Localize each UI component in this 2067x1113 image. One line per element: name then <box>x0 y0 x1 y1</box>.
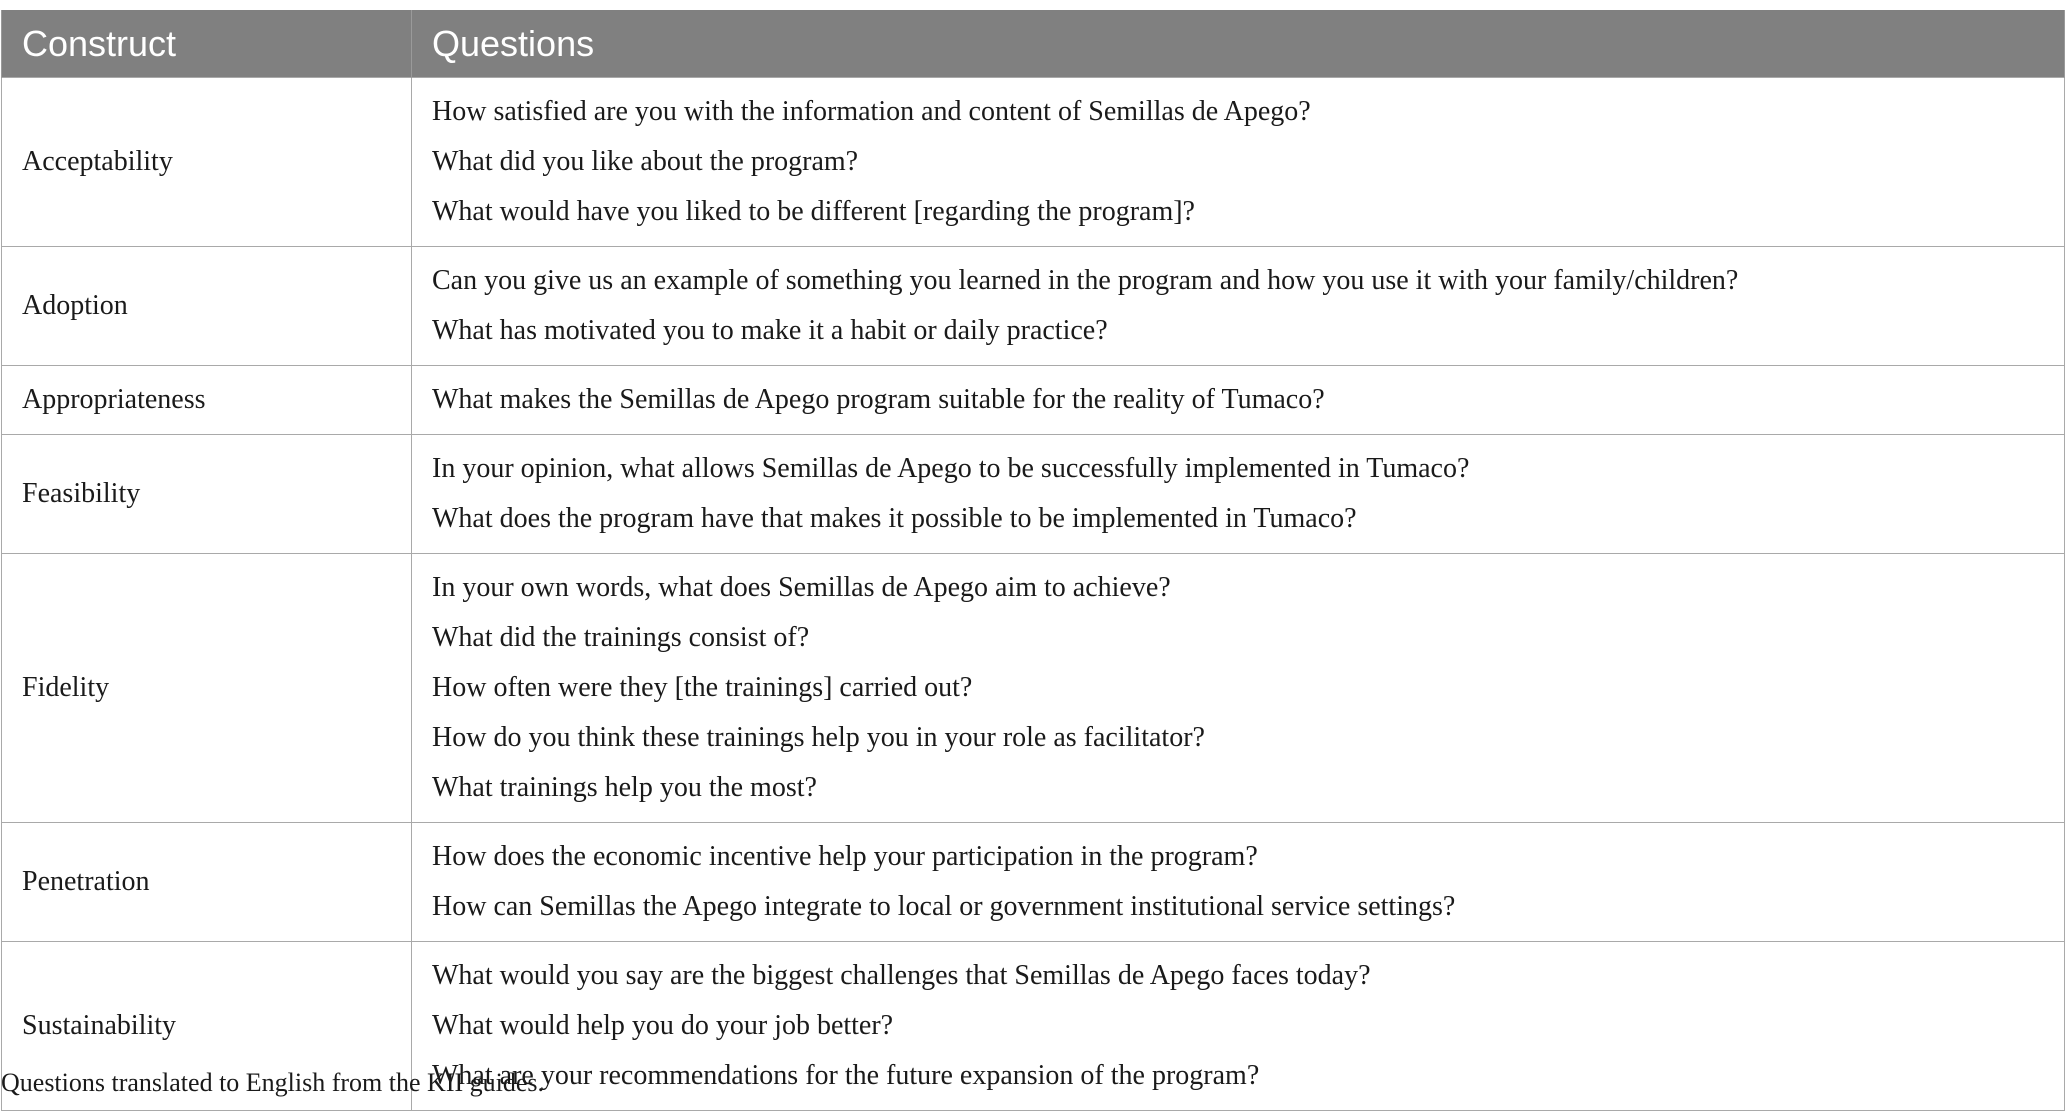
question-item: What would help you do your job better? <box>432 1010 894 1041</box>
questions-cell <box>412 942 2065 1111</box>
question-item: What would have you liked to be different [regarding the program]? <box>432 196 1195 227</box>
question-item: Can you give us an example of something you learned in the program and how you use it with your family/children? <box>432 265 1739 296</box>
questions-cell <box>412 823 2065 942</box>
questions-cell <box>412 247 2065 366</box>
construct-cell: Feasibility <box>2 435 412 554</box>
table-row <box>2 435 2065 554</box>
header-construct: Construct <box>2 10 412 78</box>
question-item: How does the economic incentive help your participation in the program? <box>432 841 1258 872</box>
question-item: What has motivated you to make it a habit or daily practice? <box>432 315 1108 346</box>
question-item: In your opinion, what allows Semillas de Apego to be successfully implemented in Tumaco? <box>432 453 1470 484</box>
question-item: What would you say are the biggest challenges that Semillas de Apego faces today? <box>432 960 1371 991</box>
construct-cell: Fidelity <box>2 554 412 823</box>
table-row <box>2 554 2065 823</box>
kii-questions-table <box>1 10 2065 1111</box>
table-row <box>2 78 2065 247</box>
construct-cell: Adoption <box>2 247 412 366</box>
question-item: How do you think these trainings help you in your role as facilitator? <box>432 722 1205 753</box>
construct-cell: Sustainability <box>2 942 412 1111</box>
construct-cell: Appropriateness <box>2 366 412 435</box>
table-row <box>2 823 2065 942</box>
question-item: How can Semillas the Apego integrate to local or government institutional service settings? <box>432 891 1456 922</box>
question-item: What are your recommendations for the future expansion of the program? <box>432 1060 1260 1091</box>
question-item: What makes the Semillas de Apego program suitable for the reality of Tumaco? <box>432 384 1325 415</box>
table-row <box>2 366 2065 435</box>
table-body <box>2 78 2065 1111</box>
table-footnote: Questions translated to English from the KII guides. <box>1 1068 545 1097</box>
question-item: What did the trainings consist of? <box>432 622 810 653</box>
kii-questions-table-container <box>1 10 2065 1111</box>
question-item: What trainings help you the most? <box>432 772 817 803</box>
table-row <box>2 247 2065 366</box>
construct-cell: Acceptability <box>2 78 412 247</box>
table-header <box>2 10 2065 78</box>
questions-cell <box>412 366 2065 435</box>
question-item: In your own words, what does Semillas de Apego aim to achieve? <box>432 572 1171 603</box>
questions-cell <box>412 435 2065 554</box>
construct-cell: Penetration <box>2 823 412 942</box>
questions-cell <box>412 78 2065 247</box>
questions-cell <box>412 554 2065 823</box>
question-item: What did you like about the program? <box>432 146 859 177</box>
question-item: How often were they [the trainings] carried out? <box>432 672 973 703</box>
question-item: How satisfied are you with the information and content of Semillas de Apego? <box>432 96 1311 127</box>
question-item: What does the program have that makes it possible to be implemented in Tumaco? <box>432 503 1357 534</box>
header-questions: Questions <box>412 10 2065 78</box>
header-row <box>2 10 2065 78</box>
